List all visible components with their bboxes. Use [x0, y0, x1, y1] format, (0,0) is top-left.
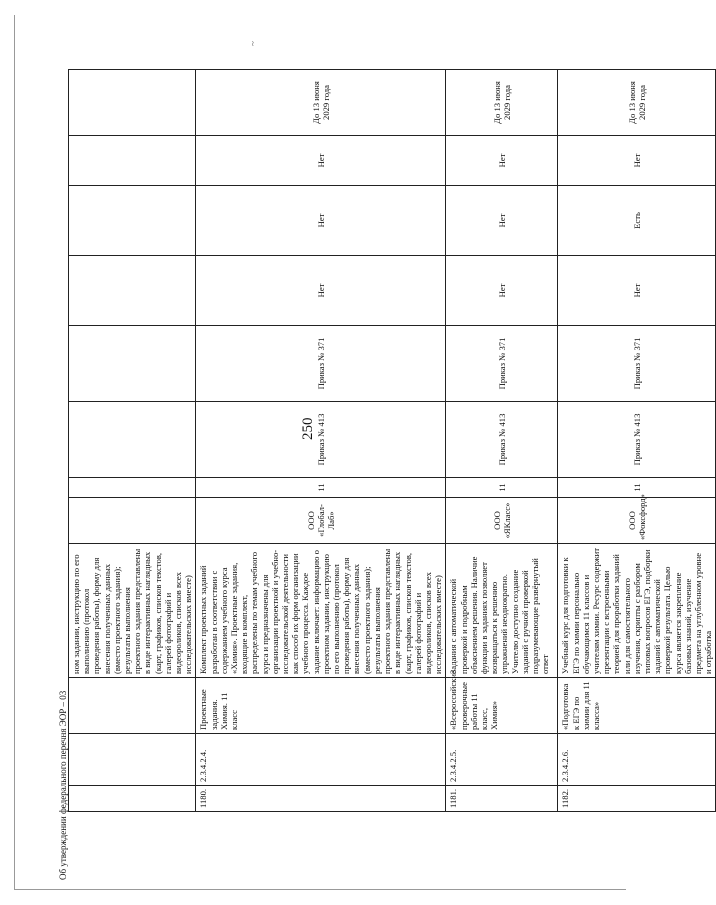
cell-name: Проектные задания. Химия. 11 класс	[196, 678, 446, 734]
cell-num: 1181.	[446, 786, 558, 812]
cell-desc: Комплект проектных заданий разработан в соответствии с содержанием учебного курса «Химия». Проектные задания, входящие в комплект, распределены по темам учебного курса и предназначены для организации проектной и учебно-исследовательской деятельности как способ их форм организации учебного процесса. Каждое задание включает: информацию о проектном задании, инструкцию по его выполнению (протокол проведения работы), форму для внесения полученных данных (вместо проектного задания); результаты выполнения проектного задания представлены в виде интерактивных наглядных (карт, графиков, списков текстов, галерей фотографий и видеороликов, списков всех исследовательских вместе)	[196, 544, 446, 678]
cell-c3: Нет	[558, 136, 716, 186]
cell-code: 2.3.4.2.4.	[196, 734, 446, 786]
cell-cls	[69, 478, 196, 498]
cell-org: ООО «ЯКласс»	[446, 498, 558, 544]
cell-code: 2.3.4.2.6.	[558, 734, 716, 786]
scan-edge-left	[14, 15, 15, 889]
table-row	[558, 70, 716, 812]
cell-cls: 11	[558, 478, 716, 498]
registry-table-rotated	[68, 70, 714, 812]
cell-desc: Учебный курс для подготовки к ЕГЭ по химии персонально обучающимся 11 классов и учителям химии. Ресурс содержит презентации с встроенными теорией для проработки заданий или для самостоятельного изучения, скрипты с разбором типовых вопросов ЕГЭ, подборки заданий с автоматической проверкой результата. Целью курса является закрепление базовых знаний, изучение предмета на углубленном уровне и отработка	[558, 544, 716, 678]
cell-order1: Приказ № 413	[558, 402, 716, 478]
cell-c1: Нет	[558, 256, 716, 326]
cell-c1	[69, 256, 196, 326]
cell-c1: Нет	[446, 256, 558, 326]
cell-c2: Есть	[558, 186, 716, 256]
cell-c2: Нет	[446, 186, 558, 256]
cell-name	[69, 678, 196, 734]
cell-term: До 13 июня 2029 года	[196, 70, 446, 136]
table-row	[196, 70, 446, 812]
cell-cls: 11	[196, 478, 446, 498]
cell-order2: Приказ № 371	[196, 326, 446, 402]
page-number: 250	[300, 417, 316, 440]
cell-num: 1180.	[196, 786, 446, 812]
cell-c2: Нет	[196, 186, 446, 256]
cell-name: «Подготовка к ЕГЭ по химии для 11 класса»	[558, 678, 716, 734]
cell-c2	[69, 186, 196, 256]
cell-desc: Задания с автоматической проверкой и подробным объяснением решения. Наличие функции в заданиях позволяет возвращаться к решению упражнений неоднократно. Учителю доступно создание заданий с ручной проверкой подразумевающие развёрнутый ответ	[446, 544, 558, 678]
scan-edge-bottom	[14, 889, 626, 890]
cell-code	[69, 734, 196, 786]
cell-order1	[69, 402, 196, 478]
cell-org: ООО «Фоксфорд»	[558, 498, 716, 544]
table-row	[446, 70, 558, 812]
cell-num: 1182.	[558, 786, 716, 812]
cell-c3: Нет	[446, 136, 558, 186]
cell-code: 2.3.4.2.5.	[446, 734, 558, 786]
cell-order2: Приказ № 371	[558, 326, 716, 402]
table-row	[69, 70, 196, 812]
cell-org: ООО «Глобал-Лаб»	[196, 498, 446, 544]
cell-term: До 13 июня 2029 года	[446, 70, 558, 136]
cell-c3: Нет	[196, 136, 446, 186]
registry-table	[68, 69, 716, 812]
cell-order2: Приказ № 371	[446, 326, 558, 402]
cell-order1: Приказ № 413	[446, 402, 558, 478]
cell-org	[69, 498, 196, 544]
cell-c3	[69, 136, 196, 186]
cell-num	[69, 786, 196, 812]
footer-note: Об утверждении федерального перечня ЭОР – 03	[58, 690, 68, 880]
cell-term: До 13 июня 2029 года	[558, 70, 716, 136]
cell-cls: 11	[446, 478, 558, 498]
cell-name: «Всероссийские проверочные работы 11 класс, Химия»	[446, 678, 558, 734]
pen-mark: ~	[248, 41, 258, 46]
cell-c1: Нет	[196, 256, 446, 326]
cell-term	[69, 70, 196, 136]
cell-order2	[69, 326, 196, 402]
cell-desc: ном задании, инструкцию по его выполнению (протокол проведения работы), форму для внесения полученных данных (вместо проектного задания); результаты выполнения проектного задания представлены в виде интерактивных наглядных (карт, графиков, списков текстов, галерей фотографий и видеороликов, списков всех исследовательских вместе)	[69, 544, 196, 678]
cell-order1: Приказ № 413	[196, 402, 446, 478]
